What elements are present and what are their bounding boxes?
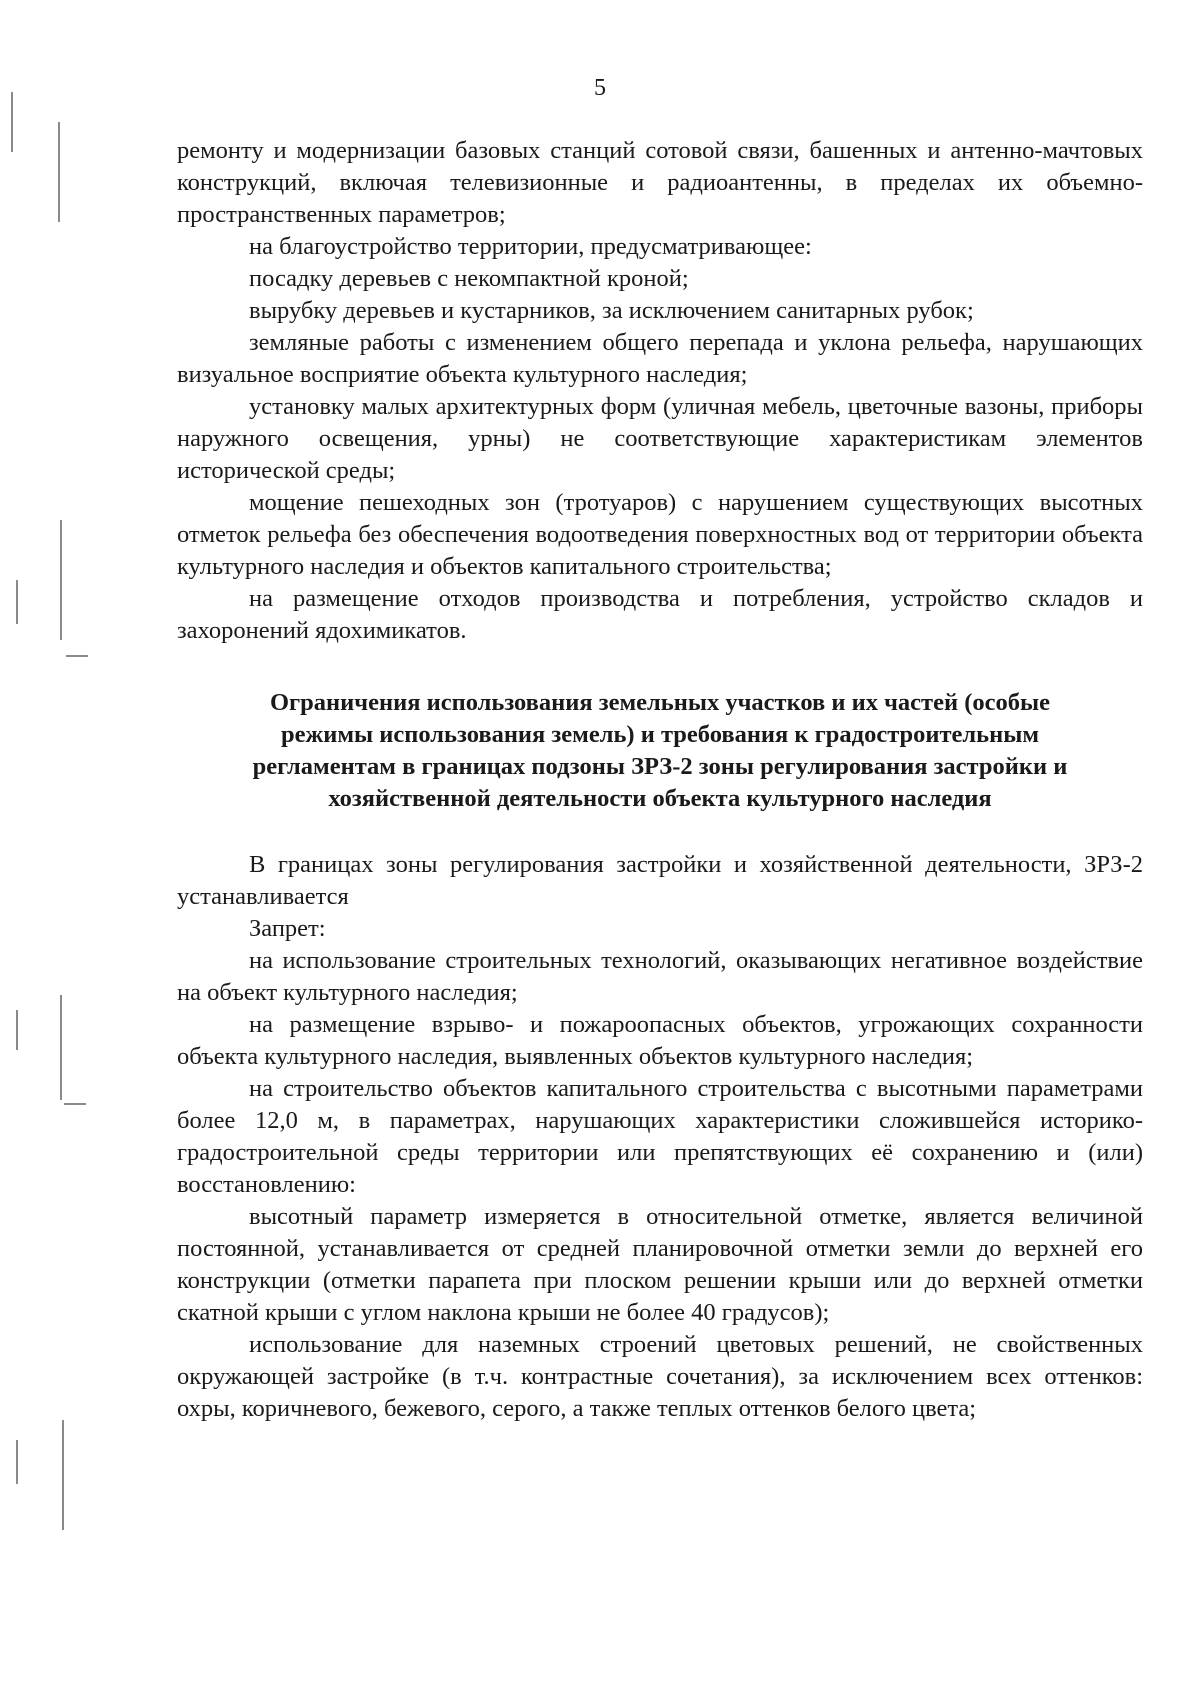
section-heading-line: регламентам в границах подзоны ЗРЗ-2 зоны регулирования застройки и bbox=[252, 753, 1068, 780]
section-heading bbox=[177, 687, 1143, 815]
section-heading-line: Ограничения использования земельных участков и их частей (особые bbox=[270, 689, 1050, 716]
scan-artifact-line bbox=[16, 580, 18, 624]
scan-artifact-line bbox=[16, 1440, 18, 1484]
paragraph: использование для наземных строений цветовых решений, не свойственных окружающей застройке (в т.ч. контрастные сочетания), за исключением всех оттенков: охры, коричневого, бежевого, серого, а также теплых оттенков белого цвета; bbox=[177, 1331, 1143, 1422]
paragraph: В границах зоны регулирования застройки и хозяйственной деятельности, ЗРЗ-2 устанавливается bbox=[177, 851, 1143, 910]
paragraph: на размещение взрыво- и пожароопасных объектов, угрожающих сохранности объекта культурного наследия, выявленных объектов культурного наследия; bbox=[177, 1011, 1143, 1070]
scan-artifact-line bbox=[16, 1010, 18, 1050]
section-heading-line: хозяйственной деятельности объекта культурного наследия bbox=[328, 785, 992, 812]
paragraph: земляные работы с изменением общего перепада и уклона рельефа, нарушающих визуальное восприятие объекта культурного наследия; bbox=[177, 329, 1143, 388]
paragraph: на благоустройство территории, предусматривающее: bbox=[249, 233, 812, 260]
scan-artifact-line bbox=[60, 995, 62, 1100]
paragraph: на строительство объектов капитального строительства с высотными параметрами более 12,0 м, в параметрах, нарушающих характеристики сложившейся историко-градостроительной среды территории или препятствующих её сохранению и (или) восстановлению: bbox=[177, 1075, 1143, 1198]
scan-artifact-line bbox=[66, 655, 88, 657]
paragraph: посадку деревьев с некомпактной кроной; bbox=[249, 265, 689, 292]
section-heading-line: режимы использования земель) и требования к градостроительным bbox=[280, 721, 1040, 748]
paragraph: мощение пешеходных зон (тротуаров) с нарушением существующих высотных отметок рельефа без обеспечения водоотведения поверхностных вод от территории объекта культурного наследия и объектов капитального строительства; bbox=[177, 489, 1143, 580]
paragraph: установку малых архитектурных форм (уличная мебель, цветочные вазоны, приборы наружного освещения, урны) не соответствующие характеристикам элементов исторической среды; bbox=[177, 393, 1143, 484]
scan-artifact-line bbox=[64, 1103, 86, 1105]
paragraph: на использование строительных технологий, оказывающих негативное воздействие на объект культурного наследия; bbox=[177, 947, 1143, 1006]
paragraph: на размещение отходов производства и потребления, устройство складов и захоронений ядохимикатов. bbox=[177, 585, 1143, 644]
page-number: 5 bbox=[594, 75, 606, 101]
paragraph: вырубку деревьев и кустарников, за исключением санитарных рубок; bbox=[249, 297, 974, 324]
paragraph: Запрет: bbox=[249, 915, 326, 942]
scan-artifact-line bbox=[60, 520, 62, 640]
scan-artifact-line bbox=[58, 122, 60, 222]
body-text bbox=[177, 135, 1143, 1425]
paragraph: высотный параметр измеряется в относительной отметке, является величиной постоянной, устанавливается от средней планировочной отметки земли до верхней его конструкции (отметки парапета при плоском решении крыши или до верхней отметки скатной крыши с углом наклона крыши не более 40 градусов); bbox=[177, 1203, 1143, 1326]
scan-artifact-line bbox=[62, 1420, 64, 1530]
paragraph: ремонту и модернизации базовых станций сотовой связи, башенных и антенно-мачтовых конструкций, включая телевизионные и радиоантенны, в пределах их объемно-пространственных параметров; bbox=[177, 137, 1143, 228]
